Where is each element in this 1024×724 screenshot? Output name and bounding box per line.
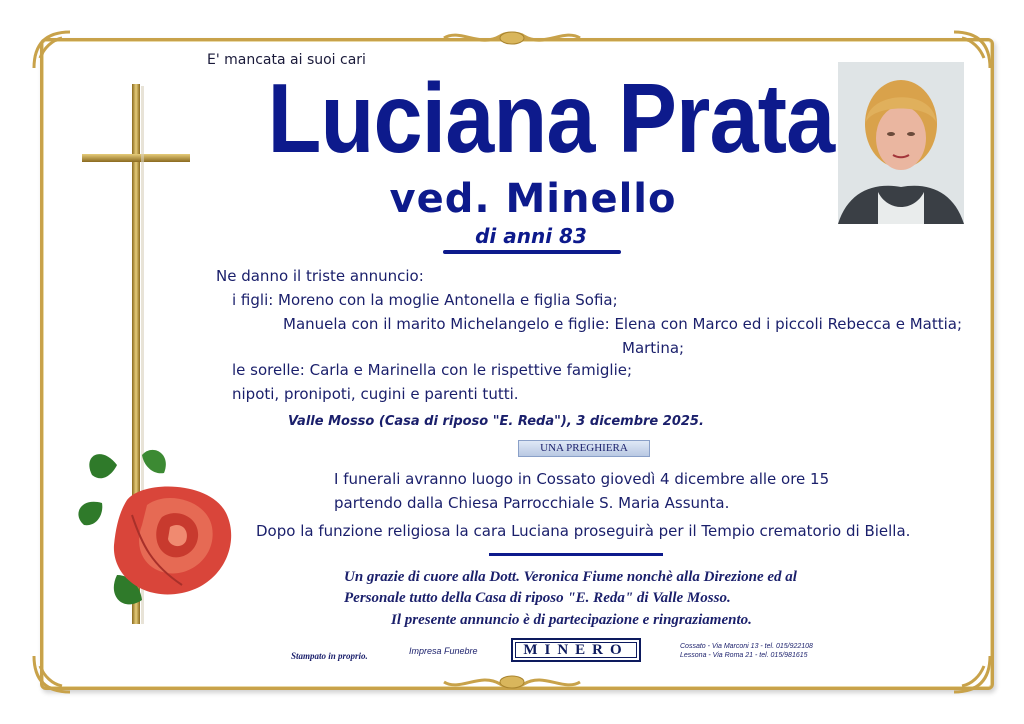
- widow-of-text: ved. Minello: [389, 176, 677, 222]
- divider: [443, 250, 621, 254]
- funeral-info: partendo dalla Chiesa Parrocchiale S. Maria Assunta.: [334, 494, 730, 512]
- funeral-info: Dopo la funzione religiosa la cara Luciana proseguirà per il Tempio crematorio di Biella.: [256, 522, 911, 540]
- thanks-text: Personale tutto della Casa di riposo "E. Reda" di Valle Mosso.: [344, 590, 731, 606]
- announcement-lead: Ne danno il triste annuncio:: [216, 267, 424, 285]
- agency-label: Impresa Funebre: [409, 646, 478, 656]
- announcement-children: Manuela con il marito Michelangelo e figlie: Elena con Marco ed i piccoli Rebecca e Mattia;: [283, 315, 963, 333]
- announcement-relatives: nipoti, pronipoti, cugini e parenti tutti.: [232, 385, 519, 403]
- top-ornament-icon: [440, 28, 584, 48]
- corner-ornament-icon: [30, 652, 74, 696]
- agency-address: Cossato - Via Marconi 13 - tel. 015/922108: [680, 643, 813, 650]
- agency-logo: [511, 638, 641, 662]
- corner-ornament-icon: [30, 28, 74, 72]
- prayer-button[interactable]: UNA PREGHIERA: [518, 440, 650, 457]
- place-date: Valle Mosso (Casa di riposo "E. Reda"), 3 dicembre 2025.: [288, 414, 704, 429]
- agency-address: Lessona - Via Roma 21 - tel. 015/981615: [680, 652, 808, 659]
- announcement-children: Martina;: [622, 339, 685, 357]
- agency-logo-text: MINERO: [523, 641, 629, 658]
- rose-icon: [72, 445, 247, 615]
- bottom-ornament-icon: [440, 672, 584, 692]
- announcement-sisters: le sorelle: Carla e Marinella con le rispettive famiglie;: [232, 361, 633, 379]
- deceased-name: Luciana Prata: [267, 63, 835, 173]
- announcement-children: i figli: Moreno con la moglie Antonella e figlia Sofia;: [232, 291, 618, 309]
- divider: [489, 553, 663, 556]
- thanks-text: Un grazie di cuore alla Dott. Veronica Fiume nonchè alla Direzione ed al: [344, 569, 797, 585]
- portrait-photo: [838, 62, 964, 224]
- funeral-info: I funerali avranno luogo in Cossato giovedì 4 dicembre alle ore 15: [334, 470, 830, 488]
- intro-text: E' mancata ai suoi cari: [207, 52, 366, 68]
- age-text: di anni 83: [475, 224, 587, 248]
- printed-note: Stampato in proprio.: [291, 651, 368, 661]
- corner-ornament-icon: [950, 652, 994, 696]
- thanks-text: Il presente annuncio è di partecipazione e ringraziamento.: [391, 612, 752, 628]
